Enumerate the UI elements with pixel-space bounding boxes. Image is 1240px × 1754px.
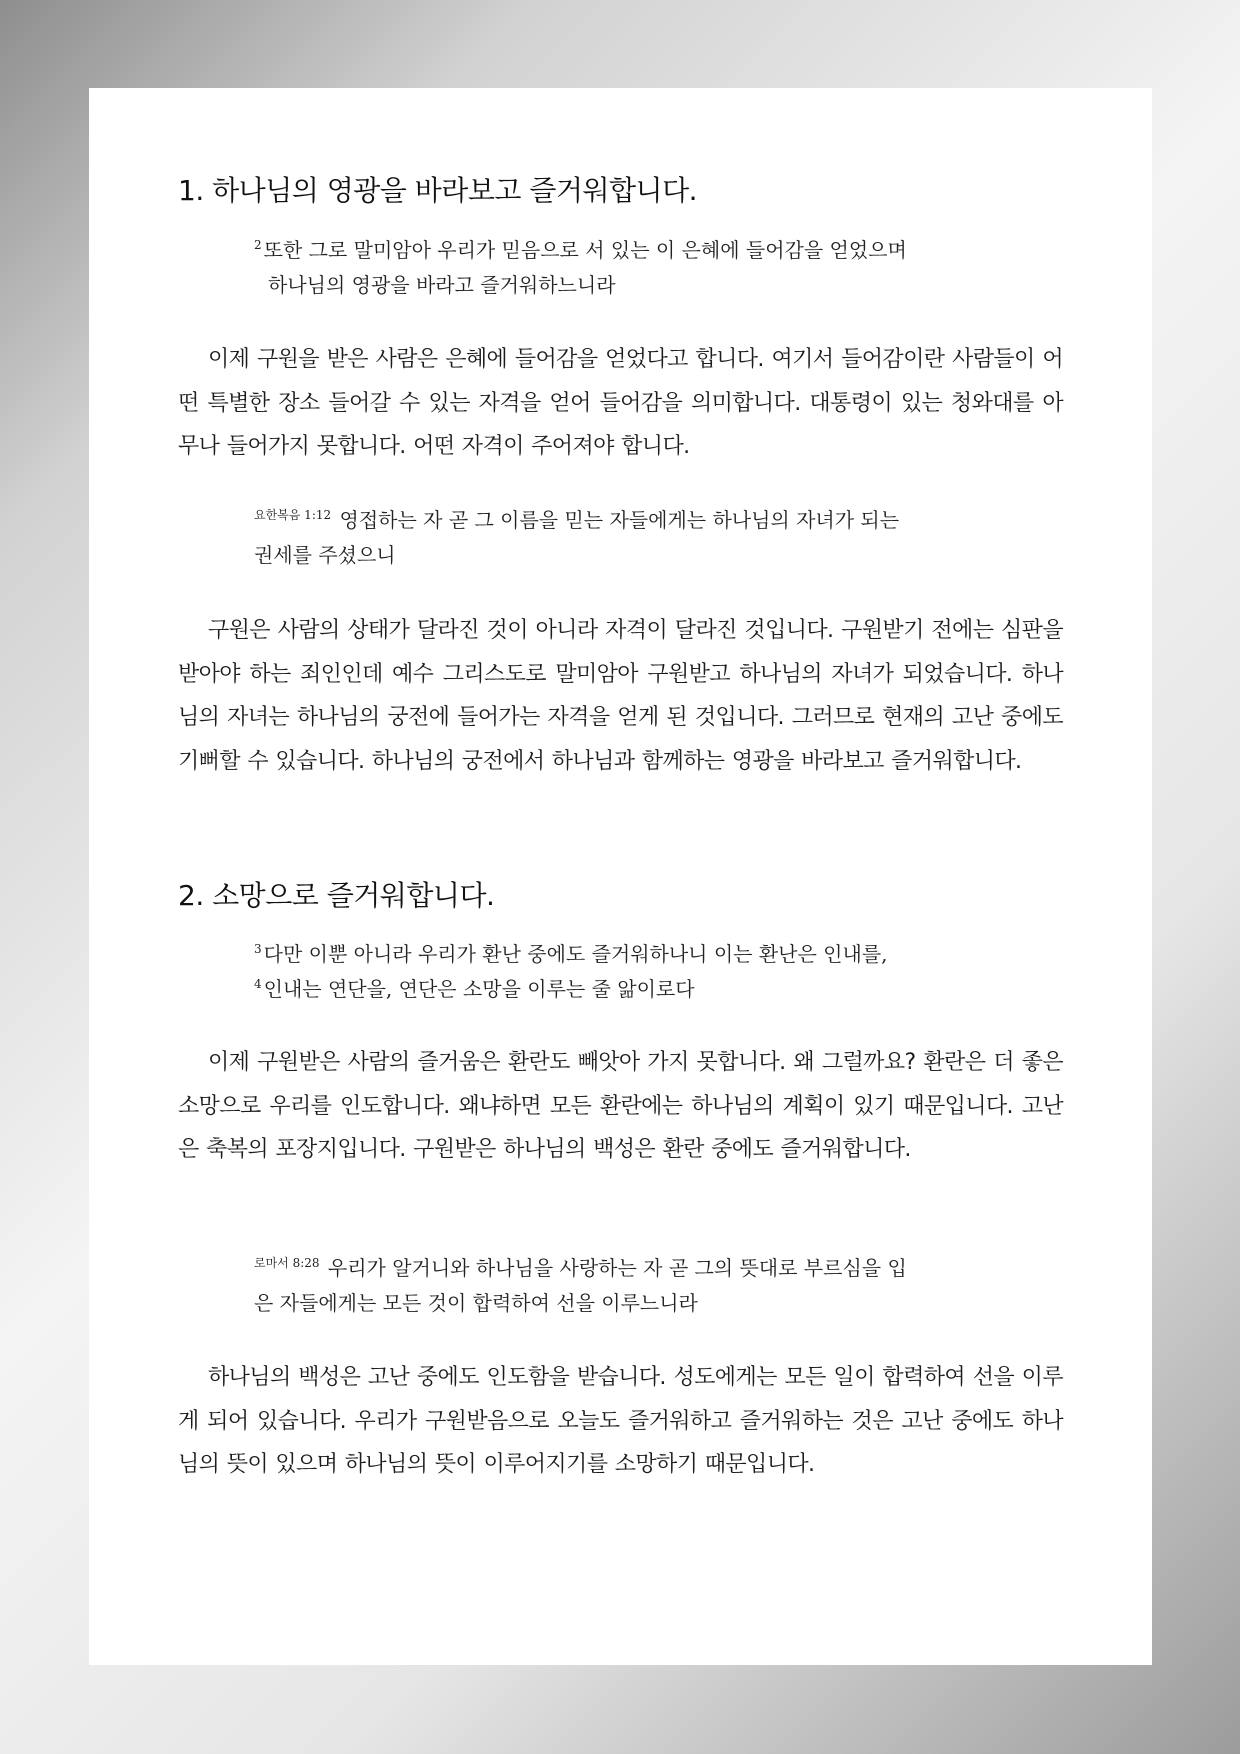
verse-line: 권세를 주셨으니 (254, 543, 396, 567)
verse-number: 3 (254, 942, 262, 956)
verse-line (254, 1251, 994, 1286)
section-2-paragraph-1: 이제 구원받은 사람의 즐거움은 환란도 빼앗아 가지 못합니다. 왜 그럴까요? 환란은 더 좋은 소망으로 우리를 인도합니다. 왜냐하면 모든 환란에는 하나님의 계획이 있기 때문입니다. 고난은 축복의 포장지입니다. 구원받은 하나님의 백성은 환란 중에도 즐거워합니다. (178, 1050, 1063, 1162)
verse-line (254, 937, 994, 972)
section-1-heading: 1. 하나님의 영광을 바라보고 즐거워합니다. (178, 174, 698, 207)
verse-reference: 로마서 8:28 (254, 1256, 320, 1270)
document-page (89, 88, 1152, 1665)
verse-line (254, 233, 994, 268)
verse-text: 인내는 연단을, 연단은 소망을 이루는 줄 앎이로다 (263, 977, 695, 1001)
section-1-paragraph-2: 구원은 사람의 상태가 달라진 것이 아니라 자격이 달라진 것입니다. 구원받기 전에는 심판을 받아야 하는 죄인인데 예수 그리스도로 말미암아 구원받고 하나님의 자녀가 되었습니다. 하나님의 자녀는 하나님의 궁전에 들어가는 자격을 얻게 된 것입니다. 그러므로 현재의 고난 중에도 기뻐할 수 있습니다. 하나님의 궁전에서 하나님과 함께하는 영광을 바라보고 즐거워합니다. (178, 618, 1063, 774)
section-2-paragraph-2: 하나님의 백성은 고난 중에도 인도함을 받습니다. 성도에게는 모든 일이 합력하여 선을 이루게 되어 있습니다. 우리가 구원받음으로 오늘도 즐거워하고 즐거워하는 것은 고난 중에도 하나님의 뜻이 있으며 하나님의 뜻이 이루어지기를 소망하기 때문입니다. (178, 1365, 1063, 1477)
verse-line: 은 자들에게는 모든 것이 합력하여 선을 이루느니라 (254, 1291, 698, 1315)
verse-text: 또한 그로 말미암아 우리가 믿음으로 서 있는 이 은혜에 들어감을 얻었으며 (263, 238, 907, 262)
verse-text: 다만 이뿐 아니라 우리가 환난 중에도 즐거워하나니 이는 환난은 인내를, (263, 942, 888, 966)
verse-line (254, 503, 994, 538)
verse-reference: 요한복음 1:12 (254, 508, 332, 522)
verse-line: 하나님의 영광을 바라고 즐거워하느니라 (268, 273, 616, 297)
section-2-verse-romans-8-28 (254, 1251, 994, 1321)
section-1-verse-john-1-12 (254, 503, 994, 573)
section-1-paragraph-1: 이제 구원을 받은 사람은 은혜에 들어감을 얻었다고 합니다. 여기서 들어감이란 사람들이 어떤 특별한 장소 들어갈 수 있는 자격을 얻어 들어감을 의미합니다. 대통령이 있는 청와대를 아무나 들어가지 못합니다. 어떤 자격이 주어져야 합니다. (178, 347, 1063, 459)
verse-line (254, 972, 994, 1007)
section-2-verse-romans-5-3-4 (254, 937, 994, 1007)
section-1-verse-romans-5-2 (254, 233, 994, 303)
section-2-heading: 2. 소망으로 즐거워합니다. (178, 879, 495, 912)
verse-number: 2 (254, 238, 262, 252)
verse-number: 4 (254, 977, 262, 991)
verse-text: 영접하는 자 곧 그 이름을 믿는 자들에게는 하나님의 자녀가 되는 (339, 508, 900, 532)
verse-text: 우리가 알거니와 하나님을 사랑하는 자 곧 그의 뜻대로 부르심을 입 (327, 1256, 907, 1280)
